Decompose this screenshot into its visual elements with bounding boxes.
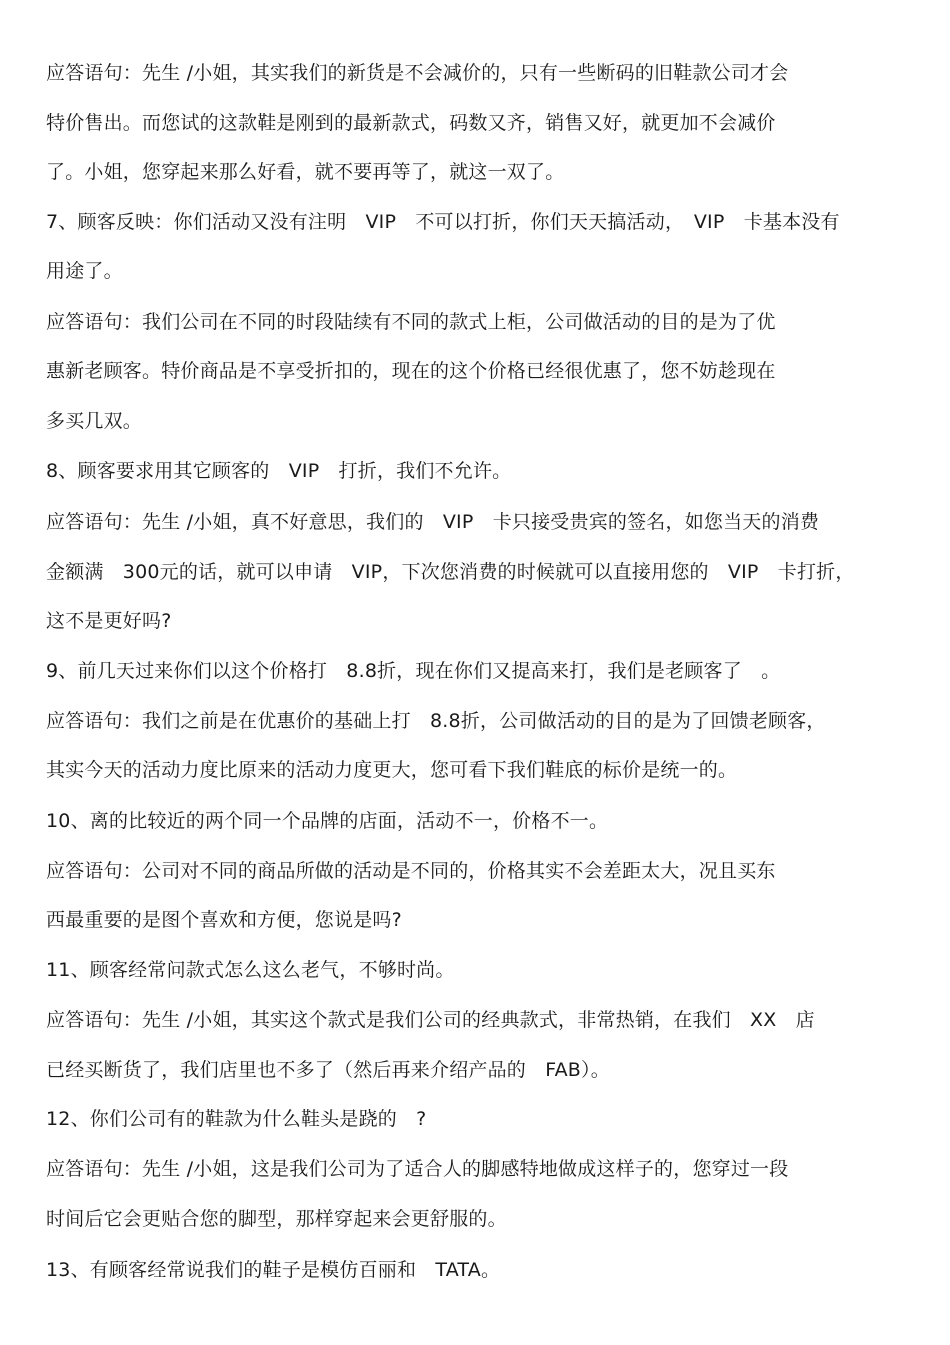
text-line: 已经买断货了，我们店里也不多了（然后再来介绍产品的 FAB）。 [46,1059,610,1081]
text-line: 应答语句：我们之前是在优惠价的基础上打 8.8折，公司做活动的目的是为了回馈老顾客， [46,710,826,732]
text-line: 时间后它会更贴合您的脚型，那样穿起来会更舒服的。 [46,1208,507,1230]
text-line: 9、前几天过来你们以这个价格打 8.8折，现在你们又提高来打，我们是老顾客了 。 [46,660,781,682]
text-line: 10、离的比较近的两个同一个品牌的店面，活动不一，价格不一。 [46,810,609,832]
text-line: 应答语句：我们公司在不同的时段陆续有不同的款式上柜，公司做活动的目的是为了优 [46,311,776,333]
text-line: 其实今天的活动力度比原来的活动力度更大，您可看下我们鞋底的标价是统一的。 [46,759,738,781]
text-line: 12、你们公司有的鞋款为什么鞋头是跷的 ? [46,1108,427,1130]
text-line: 7、顾客反映：你们活动又没有注明 VIP 不可以打折，你们天天搞活动， VIP 卡基本没有 [46,211,840,233]
text-line: 应答语句：公司对不同的商品所做的活动是不同的，价格其实不会差距太大，况且买东 [46,860,776,882]
text-line: 8、顾客要求用其它顾客的 VIP 打折，我们不允许。 [46,460,512,482]
text-line: 应答语句：先生 /小姐，真不好意思，我们的 VIP 卡只接受贵宾的签名，如您当天的消费 [46,511,820,533]
text-line: 西最重要的是图个喜欢和方便，您说是吗? [46,909,402,931]
text-line: 特价售出。而您试的这款鞋是刚到的最新款式，码数又齐，销售又好，就更加不会减价 [46,112,776,134]
text-line: 应答语句：先生 /小姐，这是我们公司为了适合人的脚感特地做成这样子的，您穿过一段 [46,1158,789,1180]
text-line: 金额满 300元的话，就可以申请 VIP，下次您消费的时候就可以直接用您的 VIP 卡打折， [46,561,855,583]
text-line: 应答语句：先生 /小姐，其实这个款式是我们公司的经典款式，非常热销，在我们 XX 店 [46,1009,815,1031]
text-line: 13、有顾客经常说我们的鞋子是模仿百丽和 TATA。 [46,1259,501,1281]
text-line: 11、顾客经常问款式怎么这么老气，不够时尚。 [46,959,455,981]
text-line: 惠新老顾客。特价商品是不享受折扣的，现在的这个价格已经很优惠了，您不妨趁现在 [46,360,776,382]
text-line: 应答语句：先生 /小姐，其实我们的新货是不会减价的，只有一些断码的旧鞋款公司才会 [46,62,789,84]
text-line: 了。小姐，您穿起来那么好看，就不要再等了，就这一双了。 [46,161,565,183]
text-line: 用途了。 [46,260,123,282]
text-line: 这不是更好吗? [46,610,172,632]
text-line: 多买几双。 [46,410,143,432]
